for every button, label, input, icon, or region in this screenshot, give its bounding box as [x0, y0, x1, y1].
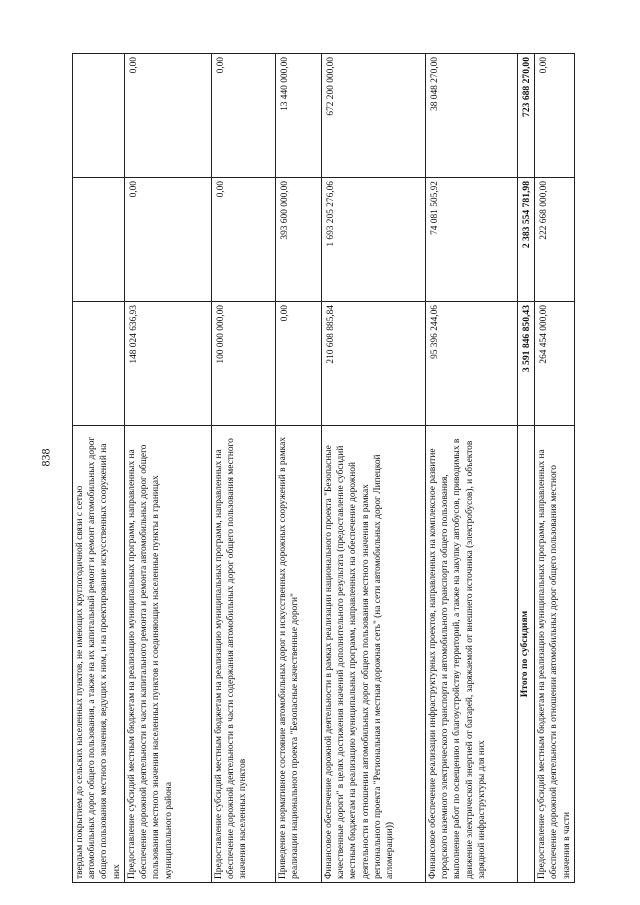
row-description: Предоставление субсидий местным бюджетам на реализацию муниципальных программ, направленных на обеспечение дорожной деятельности в отношении автомобильных дорог общего пользования местного значения в части [535, 426, 575, 883]
table-row [535, 54, 575, 883]
value-year-2: 74 081 505,92 [426, 178, 518, 302]
row-description: Предоставление субсидий местным бюджетам на реализацию муниципальных программ, направленных на обеспечение дорожной деятельности в части капитального ремонта и ремонта автомобильных дорог общего пользования местного значения населенных пунктов и соединяющих населенные пункты в границах муниципального района [125, 426, 212, 883]
value-year-2: 222 668 000,00 [535, 178, 575, 302]
value-year-2: 393 600 000,00 [276, 178, 322, 302]
total-label: Итого по субсидиям [518, 426, 535, 883]
value-year-3: 38 048 270,00 [426, 54, 518, 178]
value-year-1: 264 454 000,00 [535, 302, 575, 426]
total-year-2: 2 383 554 781,98 [518, 178, 535, 302]
value-year-3: 0,00 [125, 54, 212, 178]
table-row [276, 54, 322, 883]
rotated-table-container [72, 54, 572, 883]
total-year-3: 723 688 270,00 [518, 54, 535, 178]
value-year-2: 0,00 [212, 178, 276, 302]
value-year-2: 1 693 205 276,06 [322, 178, 426, 302]
value-year-3: 13 440 000,00 [276, 54, 322, 178]
total-row [518, 54, 535, 883]
row-description: твердым покрытием до сельских населенных пунктов, не имеющих круглогодичной связи с сетью автомобильных дорог общего пользования, а также на их капитальный ремонт и ремонт автомобильных дорог общего пользования местного значения, ведущих к ним, и на проектирование искусственных сооружений на них [73, 426, 125, 883]
value-year-2: 0,00 [125, 178, 212, 302]
table-row [125, 54, 212, 883]
value-year-3: 672 200 000,00 [322, 54, 426, 178]
value-year-1: 100 000 000,00 [212, 302, 276, 426]
value-year-1 [73, 302, 125, 426]
row-description: Финансовое обеспечение реализации инфраструктурных проектов, направленных на комплексное развитие городского наземного электрического транспорта и автомобильного транспорта общего пользования, выполнение работ по освещению и благоустройству территорий, а также на закупку автобусов, приводимых в движение электрической энергией от батарей, заряжаемой от внешнего источника (электробусов), и объектов зарядной инфраструктуры для них [426, 426, 518, 883]
row-description: Приведение в нормативное состояние автомобильных дорог и искусственных дорожных сооружений в рамках реализации национального проекта "Безопасные качественные дороги" [276, 426, 322, 883]
total-year-1: 3 591 846 850,43 [518, 302, 535, 426]
row-description: Финансовое обеспечение дорожной деятельности в рамках реализации национального проекта "Безопасные качественные дороги" в целях достижения значений дополнительного результата (предоставление субсидий местным бюджетам на реализацию муниципальных программ, направленных на обеспечение дорожной деятельности в отношении автомобильных дорог общего пользования местного значения в рамках регионального проекта "Региональная и местная дорожная сеть" (на сети автомобильных дорог Липецкой агломерации)) [322, 426, 426, 883]
table-row [212, 54, 276, 883]
table-row [73, 54, 125, 883]
value-year-1: 148 024 636,93 [125, 302, 212, 426]
value-year-1: 0,00 [276, 302, 322, 426]
value-year-1: 210 608 885,84 [322, 302, 426, 426]
value-year-2 [73, 178, 125, 302]
value-year-1: 95 396 244,06 [426, 302, 518, 426]
value-year-3: 0,00 [212, 54, 276, 178]
table-row [426, 54, 518, 883]
table-row [322, 54, 426, 883]
row-description: Предоставление субсидий местным бюджетам на реализацию муниципальных программ, направленных на обеспечение дорожной деятельности в части содержания автомобильных дорог общего пользования местного значения населенных пунктов [212, 426, 276, 883]
page-number: 838 [38, 448, 53, 467]
value-year-3: 0,00 [535, 54, 575, 178]
subsidies-table [72, 53, 575, 883]
value-year-3 [73, 54, 125, 178]
